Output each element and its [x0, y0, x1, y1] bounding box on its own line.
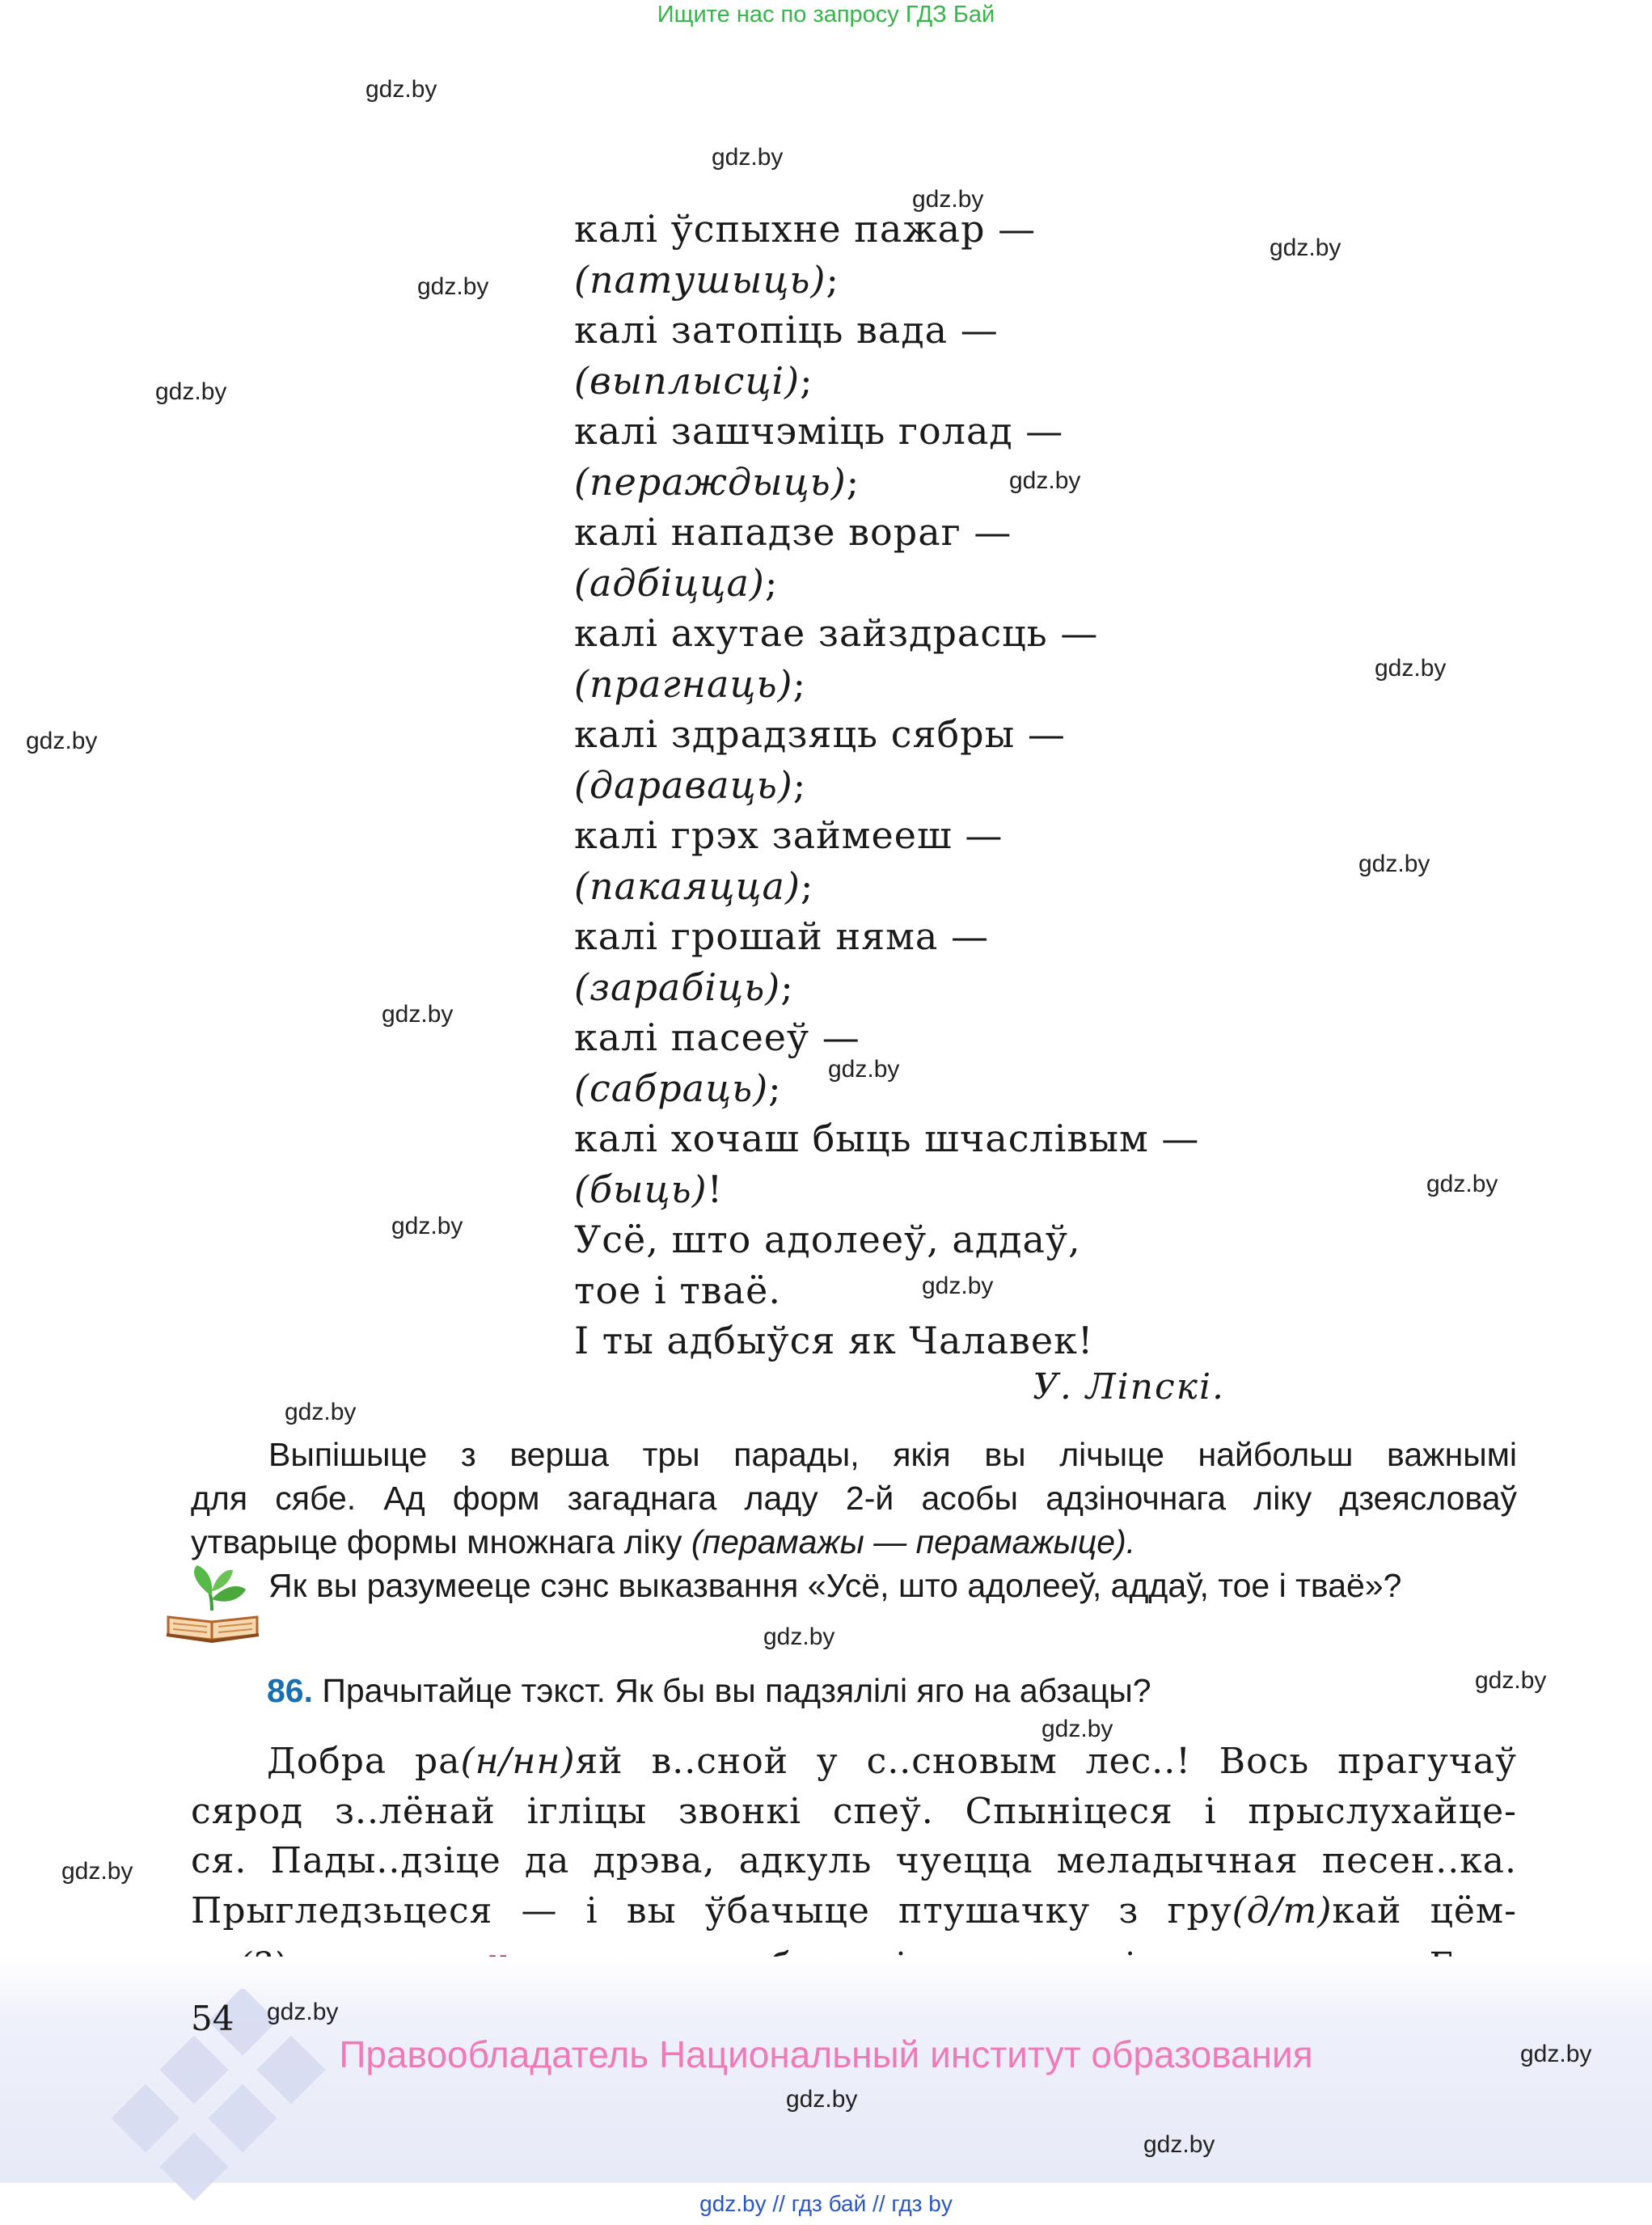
watermark: gdz.by [786, 2086, 858, 2113]
poem-line: Усё, што адолееў, аддаў, [574, 1218, 1081, 1261]
poem-line: калі пасееў — [574, 1015, 860, 1059]
verb-hint: (зарабіць) [574, 965, 781, 1009]
poem-line: (патушыць); [574, 257, 839, 302]
poem [574, 204, 1302, 1366]
watermark: gdz.by [1375, 655, 1447, 682]
watermark: gdz.by [912, 186, 984, 213]
watermark: gdz.by [417, 273, 489, 300]
exercise-number: 86. [267, 1672, 313, 1709]
think-question: Як вы разумееце сэнс выказвання «Усё, што адолееў, аддаў, тое і тваё»? [268, 1567, 1402, 1604]
watermark: gdz.by [1270, 234, 1341, 261]
poem-line: калі нападзе вораг — [574, 510, 1012, 554]
task-block [191, 1433, 1517, 1607]
poem-line: І ты адбыўся як Чалавек! [574, 1319, 1094, 1362]
watermark: gdz.by [267, 1999, 339, 2025]
open-book-sprout-icon [165, 1562, 260, 1643]
poem-author: У. Ліпскі. [1033, 1366, 1225, 1408]
exercise-text [191, 1737, 1517, 1991]
exercise-line: Добра ра(н/нн)яй в..сной у с..сновым лес..! Вось прагучаў [267, 1741, 1517, 1782]
watermark: gdz.by [155, 378, 227, 405]
verb-hint: (пераждыць) [574, 459, 847, 504]
watermark: gdz.by [922, 1273, 994, 1299]
watermark: gdz.by [391, 1213, 463, 1239]
watermark: gdz.by [712, 144, 784, 171]
exercise-line: сярод з..лёнай іглiцы звонкі спеў. Спыніцеся і прыслухайце- [191, 1790, 1517, 1832]
exercise-heading: 86. Прачытайце тэкст. Як бы вы падзялілі яго на абзацы? [267, 1672, 1151, 1709]
watermark: gdz.by [1475, 1667, 1547, 1694]
watermark: gdz.by [382, 1001, 454, 1028]
watermark: gdz.by [26, 728, 98, 754]
poem-line: (пакаяцца); [574, 863, 814, 908]
poem-line: калі хочаш быць шчаслівым — [574, 1117, 1200, 1160]
poem-line: (сабраць); [574, 1066, 782, 1110]
watermark: gdz.by [1041, 1716, 1113, 1742]
exercise-line: Прыгледзьцеся — і вы ўбачыце птушачку з гру(д/т)кай цём- [191, 1889, 1517, 1932]
top-banner: Ищите нас по запросу ГДЗ Бай [657, 2, 995, 27]
watermark: gdz.by [1426, 1171, 1498, 1197]
poem-line: (быць)! [574, 1167, 724, 1211]
poem-line: калі грошай няма — [574, 914, 989, 958]
task-line: для сябе. Ад форм загаднага ладу 2-й асобы адзіночнага ліку дзеясловаў [191, 1480, 1517, 1517]
poem-line: тое і тваё. [574, 1268, 781, 1312]
poem-line: (прагнаць); [574, 661, 807, 706]
poem-line: (зарабіць); [574, 965, 794, 1009]
watermark: gdz.by [61, 1858, 133, 1885]
task-line: Выпішыце з верша тры парады, якія вы лічыце найбольш важнымі [268, 1436, 1517, 1473]
watermark: gdz.by [1143, 2131, 1215, 2158]
poem-line: калі грэх займееш — [574, 813, 1003, 857]
poem-line: калі ўспыхне пажар — [574, 207, 1037, 251]
verb-hint: (адбіцца) [574, 560, 765, 605]
verb-hint: (патушыць) [574, 257, 826, 302]
verb-hint: (быць) [574, 1167, 708, 1211]
bottom-links[interactable]: gdz.by // гдз бай // гдз by [699, 2191, 953, 2216]
verb-hint: (сабраць) [574, 1066, 769, 1110]
verb-hint: (прагнаць) [574, 661, 793, 706]
verb-hint: (дараваць) [574, 762, 793, 807]
watermark: gdz.by [1520, 2041, 1592, 2067]
poem-line: калі зашчэміць голад — [574, 409, 1064, 453]
task-line: утварыце формы множнага ліку (перамажы — перамажыце). [191, 1523, 1136, 1560]
poem-line: калі здрадзяць сябры — [574, 712, 1066, 756]
poem-line: (выплысці); [574, 358, 813, 403]
watermark: gdz.by [285, 1399, 357, 1425]
watermark: gdz.by [763, 1623, 835, 1650]
watermark: gdz.by [828, 1056, 900, 1083]
verb-hint: (пакаяцца) [574, 863, 801, 908]
watermark: gdz.by [1009, 467, 1081, 494]
verb-hint: (выплысці) [574, 358, 801, 403]
copyright-notice: Правообладатель Национальный институт образования [339, 2033, 1313, 2075]
poem-line: калі затопіць вада — [574, 308, 999, 352]
page-number: 54 [191, 1999, 234, 2038]
poem-line: (адбіцца); [574, 560, 779, 605]
exercise-line: ся. Пады..дзіце да дрэва, адкуль чуецца меладычная песен..ка. [191, 1840, 1517, 1881]
watermark: gdz.by [1358, 851, 1430, 877]
watermark: gdz.by [365, 76, 437, 103]
poem-line: калі ахутае зайздрасць — [574, 611, 1099, 655]
poem-line: (дараваць); [574, 762, 807, 807]
poem-line: (пераждыць); [574, 459, 860, 504]
